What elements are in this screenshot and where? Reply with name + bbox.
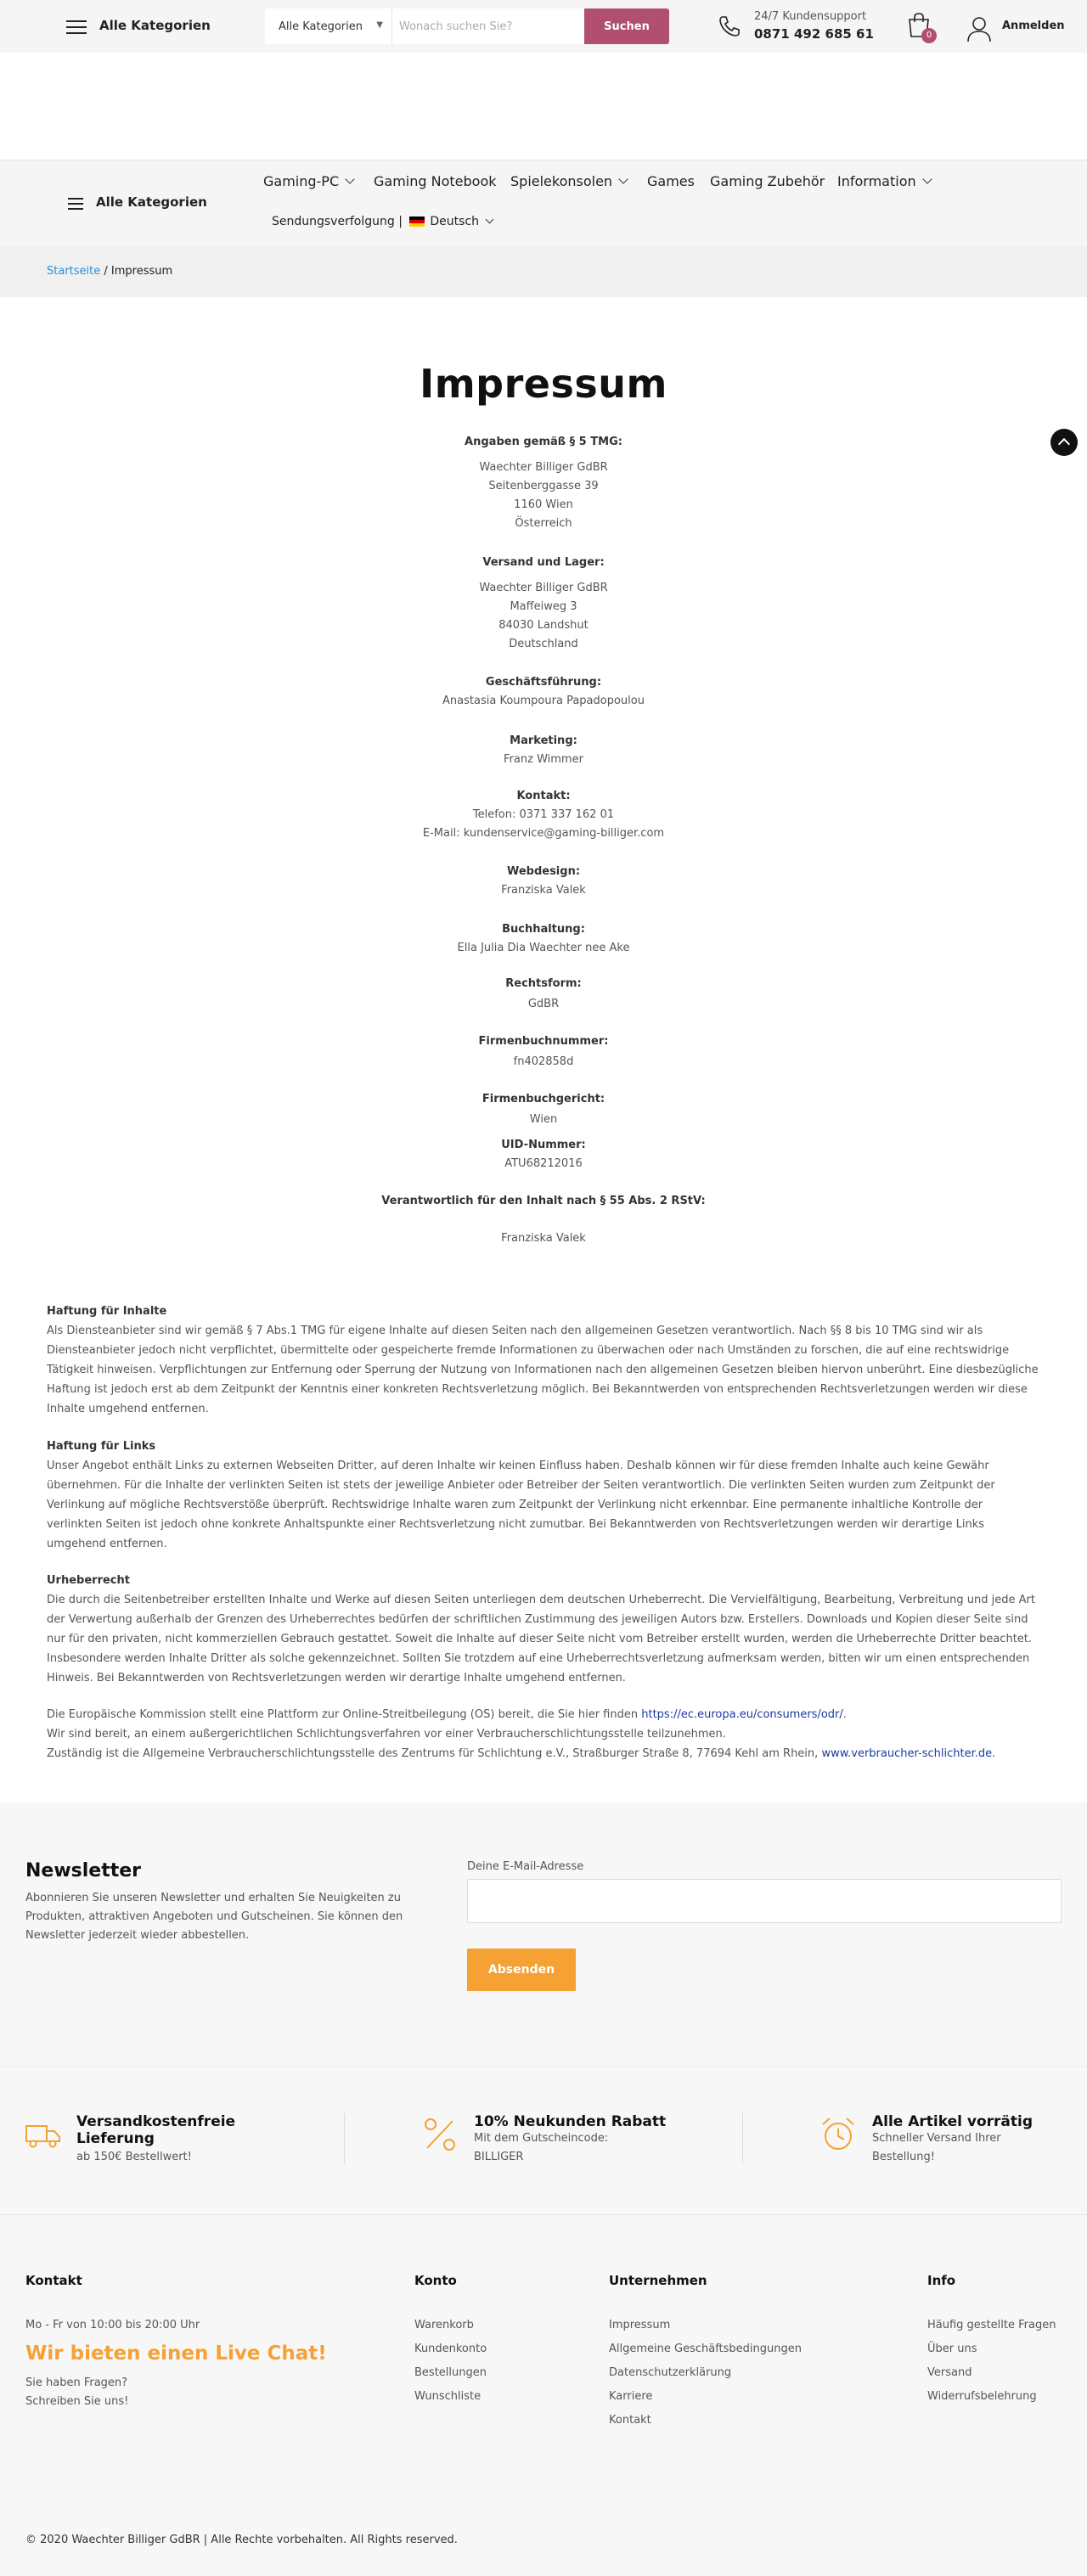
section-heading: Firmenbuchgericht: (482, 1093, 605, 1105)
chevron-down-icon (922, 174, 932, 183)
nav-item-label: Spielekonsolen (510, 173, 613, 189)
copyright: © 2020 Waechter Billiger GdBR | Alle Rechte vorbehalten. All Rights reserved. (25, 2534, 458, 2546)
section-heading: Buchhaltung: (502, 923, 585, 936)
user-icon[interactable] (966, 15, 992, 42)
odr-section: Die Europäische Kommission stellt eine Plattform zur Online-Streitbeilegung (OS) bereit, die Sie hier finden https://ec.europa.eu/consumers/odr/. Wir sind bereit, an einem außergerichtlichen Schlichtungsverfahren vor einer Verbraucherschlichtungsstelle teilzunehmen. Zuständig ist die Allgemeine Verbraucherschlichtungsstelle des Zentrums für Schlichtung e.V., Straßburger Straße 8, 77694 Kehl am Rhein, www.verbraucher-schlichter.de. (47, 1708, 996, 1760)
email-label: Deine E-Mail-Adresse (467, 1860, 584, 1873)
section-heading: Webdesign: (506, 865, 581, 878)
impressum-section (0, 975, 1087, 1014)
search-bar (265, 8, 669, 44)
odr-link[interactable]: https://ec.europa.eu/consumers/odr/ (641, 1708, 843, 1721)
urheberrecht-section (47, 1571, 1040, 1688)
german-flag-icon (409, 217, 425, 227)
section-line: Seitenberggasse 39 (488, 480, 599, 492)
nav-item-gaming-zubehoer[interactable] (710, 173, 825, 189)
language-switcher[interactable]: Deutsch (430, 215, 479, 228)
divider (344, 2113, 345, 2164)
section-heading: Urheberrecht (47, 1574, 130, 1587)
section-line: Wien (529, 1113, 558, 1126)
features-bar (0, 2066, 1087, 2214)
section-line: Telefon: 0371 337 162 01 (472, 808, 615, 821)
breadcrumb-separator: / (104, 265, 108, 278)
footer-link[interactable]: Über uns (927, 2343, 977, 2355)
impressum-section (0, 1032, 1087, 1071)
nav-item-information[interactable] (837, 173, 931, 189)
nav-item-spielekonsolen[interactable] (510, 173, 627, 189)
section-heading: Rechtsform: (505, 977, 582, 990)
section-line: Maffeiweg 3 (510, 600, 577, 613)
odr-text: Zuständig ist die Allgemeine Verbraucherschlichtungsstelle des Zentrums für Schlichtung e.V., Straßburger Straße 8, 77694 Kehl am Rhein, (47, 1747, 819, 1760)
section-text: Die durch die Seitenbetreiber erstellten Inhalte und Werke auf diesen Seiten unterliegen dem deutschen Urheberrecht. Die Vervielfältigung, Bearbeitung, Verbreitung und jede Art der Verwertung außerhalb der Grenzen des Urheberrechtes bedürfen der schriftlichen Zustimmung des jeweiligen Autors bzw. Erstellers. Downloads und Kopien dieser Seite sind nur für den privaten, nicht kommerziellen Gebrauch gestattet. Soweit die Inhalte auf dieser Seite nicht vom Betreiber erstellt wurden, werden die Urheberrechte Dritter beachtet. Insbesondere werden Inhalte Dritter als solche gekennzeichnet. Sollten Sie trotzdem auf eine Urheberrechtsverletzung aufmerksam werden, bitten wir um einen entsprechenden Hinweis. Bei Bekanntwerden von Rechtsverletzungen werden wir derartige Inhalte umgehend entfernen. (47, 1594, 1035, 1685)
section-line: Franziska Valek (501, 1232, 586, 1245)
verbraucher-schlichter-link[interactable]: www.verbraucher-schlichter.de (821, 1747, 993, 1760)
category-select[interactable] (265, 8, 392, 44)
contact-write-us[interactable]: Schreiben Sie uns! (25, 2395, 129, 2408)
feature-subtitle: Schneller Versand Ihrer Bestellung! (872, 2132, 1001, 2163)
newsletter-submit-button[interactable]: Absenden (467, 1949, 576, 1991)
section-line: Franz Wimmer (504, 753, 583, 766)
breadcrumb-current: Impressum (110, 265, 173, 278)
percent-icon (422, 2116, 458, 2153)
haftung-inhalte-section (47, 1302, 1040, 1419)
footer-link[interactable]: Kontakt (609, 2414, 651, 2427)
section-line: ATU68212016 (504, 1157, 583, 1170)
section-heading: Haftung für Inhalte (47, 1305, 167, 1318)
feature-subtitle: ab 150€ Bestellwert! (76, 2151, 192, 2163)
section-heading: UID-Nummer: (501, 1139, 586, 1151)
divider (742, 2113, 743, 2164)
category-select-value: Alle Kategorien (279, 20, 363, 33)
impressum-section (0, 732, 1087, 769)
feature-subtitle: Mit dem Gutscheincode: BILLIGER (474, 2132, 609, 2163)
truck-icon (25, 2122, 61, 2149)
section-line: Österreich (515, 517, 572, 530)
section-heading: Haftung für Links (47, 1440, 156, 1453)
contact-question: Sie haben Fragen? (25, 2376, 128, 2389)
impressum-section (0, 1192, 1087, 1248)
footer-heading-info: Info (927, 2273, 956, 2288)
breadcrumb-bar (0, 246, 1087, 297)
section-line: Ella Julia Dia Waechter nee Ake (457, 942, 630, 954)
contact-email: E-Mail: kundenservice@gaming-billiger.com (422, 827, 665, 840)
section-line: Anastasia Koumpoura Papadopoulou (442, 695, 645, 707)
impressum-section (0, 673, 1087, 711)
opening-hours: Mo - Fr von 10:00 bis 20:00 Uhr (25, 2319, 200, 2331)
footer (0, 2214, 1087, 2576)
odr-text: Die Europäische Kommission stellt eine Plattform zur Online-Streitbeilegung (OS) bereit, die Sie hier finden (47, 1708, 639, 1721)
all-categories-toggle[interactable]: Alle Kategorien (96, 194, 207, 210)
impressum-section (0, 863, 1087, 900)
feature-title: Alle Artikel vorrätig (872, 2113, 1033, 2130)
impressum-section (0, 554, 1087, 654)
impressum-section (0, 1090, 1087, 1129)
footer-link[interactable]: Wunschliste (414, 2390, 482, 2403)
section-heading: Marketing: (510, 734, 577, 747)
section-line: 84030 Landshut (498, 619, 589, 632)
search-button[interactable]: Suchen (584, 8, 669, 44)
top-bar (0, 0, 1087, 53)
section-line: Waechter Billiger GdBR (479, 582, 608, 594)
menu-icon[interactable] (68, 198, 83, 211)
section-line: Deutschland (509, 638, 578, 650)
footer-link[interactable]: Datenschutzerklärung (609, 2366, 732, 2379)
section-text: Unser Angebot enthält Links zu externen Webseiten Dritter, auf deren Inhalte wir keinen Einfluss haben. Deshalb können wir für diese fremden Inhalte auch keine Gewähr übernehmen. Für die Inhalte der verlinkten Seiten ist stets der jeweilige Anbieter oder Betreiber der Seiten verantwortlich. Die verlinkten Seiten wurden zum Zeitpunkt der Verlinkung auf mögliche Rechtsverstöße überprüft. Rechtswidrige Inhalte waren zum Zeitpunkt der Verlinkung nicht erkennbar. Eine permanente inhaltliche Kontrolle der verlinkten Seiten ist jedoch ohne konkrete Anhaltspunkte einer Rechtsverletzung nicht zumutbar. Bei Bekanntwerden von Rechtsverletzungen werden wir derartige Links umgehend entfernen. (47, 1460, 995, 1550)
chevron-down-icon (618, 174, 628, 183)
impressum-section (0, 433, 1087, 533)
cart-count-badge: 0 (921, 28, 937, 43)
support-label: 24/7 Kundensupport (754, 10, 867, 23)
newsletter-email-input[interactable] (467, 1879, 1062, 1923)
all-categories-link[interactable]: Alle Kategorien (99, 18, 211, 33)
nav-item-gaming-notebook[interactable] (374, 173, 497, 189)
footer-link[interactable]: Versand (927, 2366, 972, 2379)
footer-link[interactable]: Häufig gestellte Fragen (927, 2319, 1056, 2331)
section-line: Franziska Valek (501, 884, 586, 897)
newsletter-title: Newsletter (25, 1860, 142, 1881)
odr-text: Wir sind bereit, an einem außergerichtlichen Schlichtungsverfahren vor einer Verbraucherschlichtungsstelle teilzunehmen. (47, 1728, 726, 1741)
footer-link[interactable]: Karriere (609, 2390, 653, 2403)
support-phone[interactable]: 0871 492 685 61 (754, 26, 874, 42)
section-line: 1160 Wien (514, 498, 573, 511)
menu-icon[interactable] (66, 20, 87, 34)
chevron-down-icon: ▼ (376, 20, 383, 30)
alarm-clock-icon (819, 2116, 857, 2153)
footer-link[interactable]: Allgemeine Geschäftsbedingungen (609, 2343, 802, 2355)
section-text: Als Diensteanbieter sind wir gemäß § 7 Abs.1 TMG für eigene Inhalte auf diesen Seiten nach den allgemeinen Gesetzen verantwortlich. Nach §§ 8 bis 10 TMG sind wir als Diensteanbieter jedoch nicht verpflichtet, übermittelte oder gespeicherte fremde Informationen zu überwachen oder nach Umständen zu forschen, die auf eine rechtswidrige Tätigkeit hinweisen. Verpflichtungen zur Entfernung oder Sperrung der Nutzung von Informationen nach den allgemeinen Gesetzen bleiben hiervon unberührt. Eine diesbezügliche Haftung ist jedoch erst ab dem Zeitpunkt der Kenntnis einer konkreten Rechtsverletzung möglich. Bei Bekanntwerden von entsprechenden Rechtsverletzungen werden wir diese Inhalte umgehend entfernen. (47, 1325, 1039, 1415)
nav-item-label: Gaming-PC (263, 173, 340, 189)
section-line: Waechter Billiger GdBR (479, 461, 608, 474)
phone-icon (718, 14, 741, 38)
feature-title: 10% Neukunden Rabatt (474, 2113, 667, 2130)
live-chat-link[interactable]: Wir bieten einen Live Chat! (25, 2343, 327, 2365)
footer-link[interactable]: Impressum (609, 2319, 671, 2331)
feature-title: Versandkostenfreie Lieferung (76, 2113, 236, 2147)
newsletter-text: Abonnieren Sie unseren Newsletter und erhalten Sie Neuigkeiten zu Produkten, attraktiven Angeboten und Gutscheinen. Sie können den Newsletter jederzeit wieder abbestellen. (25, 1892, 403, 1942)
footer-heading-konto: Konto (414, 2273, 457, 2288)
main-navigation (0, 160, 1087, 246)
footer-heading-kontakt: Kontakt (25, 2273, 82, 2288)
footer-link[interactable]: Widerrufsbelehrung (927, 2390, 1037, 2403)
footer-link[interactable]: Warenkorb (414, 2319, 474, 2331)
footer-link[interactable]: Bestellungen (414, 2366, 487, 2379)
section-heading: Verantwortlich für den Inhalt nach § 55 Abs. 2 RStV: (381, 1195, 706, 1207)
nav-row-2 (272, 215, 493, 228)
search-input[interactable] (399, 14, 586, 39)
section-heading: Firmenbuchnummer: (478, 1035, 609, 1048)
impressum-section (0, 920, 1087, 958)
page-title: Impressum (420, 361, 667, 407)
nav-item-label: Information (837, 173, 916, 189)
section-heading: Kontakt: (516, 790, 571, 802)
nav-item-label: Gaming Notebook (374, 173, 497, 189)
tracking-link[interactable]: Sendungsverfolgung | (272, 215, 403, 228)
nav-item-gaming-pc[interactable] (263, 173, 353, 189)
nav-item-label: Games (647, 173, 695, 189)
impressum-section (0, 1136, 1087, 1173)
newsletter-section (0, 1803, 1087, 2066)
section-line: fn402858d (513, 1055, 574, 1068)
section-heading: Geschäftsführung: (485, 676, 602, 689)
chevron-down-icon (345, 174, 354, 183)
section-line: GdBR (527, 998, 560, 1010)
breadcrumb (47, 265, 172, 278)
section-heading: Angaben gemäß § 5 TMG: (465, 436, 622, 448)
nav-item-label: Gaming Zubehör (710, 173, 825, 189)
footer-link[interactable]: Kundenkonto (414, 2343, 487, 2355)
footer-heading-unternehmen: Unternehmen (609, 2273, 707, 2288)
chevron-down-icon (486, 216, 494, 224)
section-heading: Versand und Lager: (482, 556, 605, 569)
impressum-section (0, 787, 1087, 843)
login-link[interactable]: Anmelden (1002, 20, 1065, 32)
haftung-links-section (47, 1437, 1040, 1554)
breadcrumb-home-link[interactable]: Startseite (47, 265, 101, 278)
nav-item-games[interactable] (647, 173, 695, 189)
